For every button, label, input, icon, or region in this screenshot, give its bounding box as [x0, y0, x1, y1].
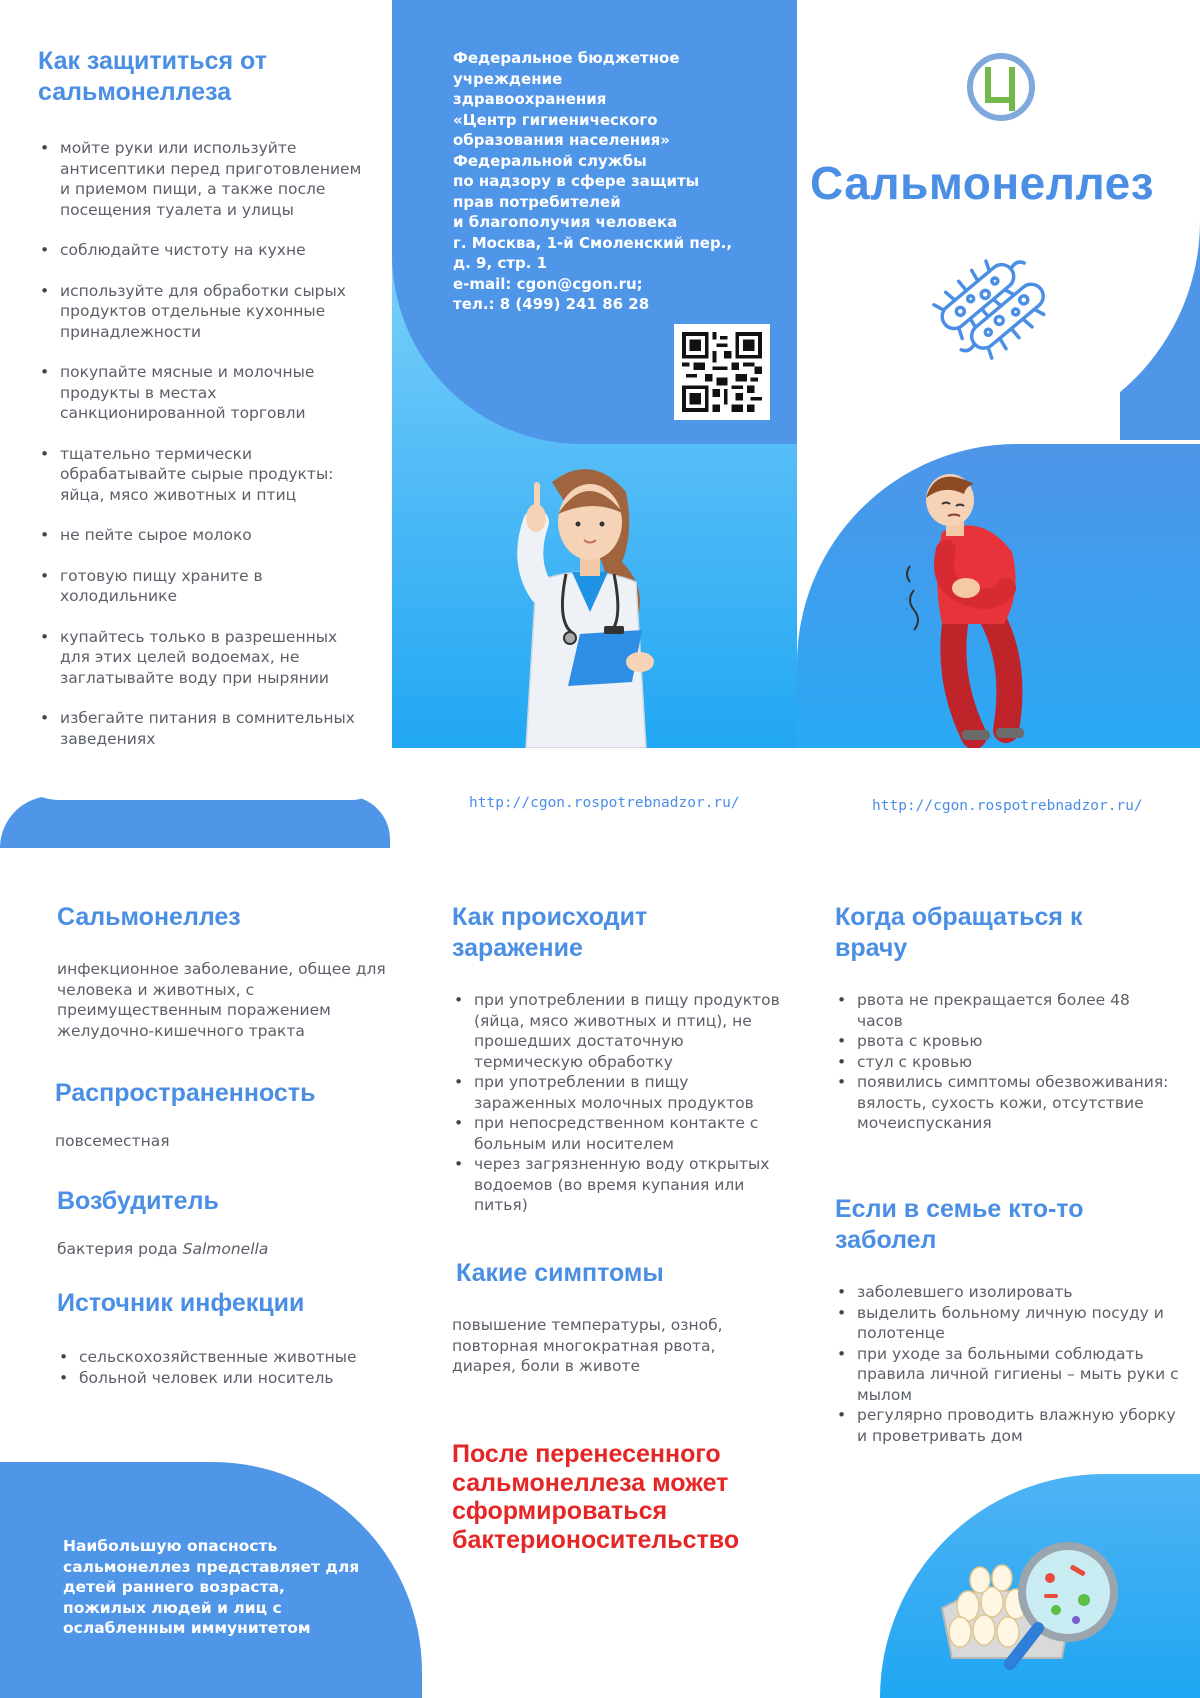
protect-title: Как защититься от сальмонеллеза: [38, 47, 267, 106]
symptoms-section: [452, 1258, 772, 1377]
protect-section: [38, 46, 368, 769]
list-item: • через загрязненную воду открытых водоемов (во время купания или питья): [452, 1154, 792, 1216]
qr-code-icon: [682, 332, 762, 412]
list-item: • при уходе за больными соблюдать правила личной гигиены – мыть руки с мылом: [835, 1344, 1185, 1406]
doctor-list: [835, 990, 1175, 1134]
infection-title: Как происходит заражение: [452, 903, 648, 962]
list-item: • соблюдайте чистоту на кухне: [38, 240, 368, 261]
list-item: • не пейте сырое молоко: [38, 525, 368, 546]
about-section: [57, 902, 387, 1041]
symptoms-title: Какие симптомы: [456, 1259, 664, 1287]
bacteria-illustration: [920, 240, 1050, 370]
source-title: Источник инфекции: [57, 1289, 305, 1317]
logo-icon: [966, 52, 1036, 122]
org-line: e-mail: cgon@cgon.ru;: [453, 274, 643, 293]
source-list: [57, 1347, 397, 1388]
symptoms-text: повышение температуры, озноб, повторная многократная рвота, диарея, боли в животе: [452, 1316, 723, 1375]
source-section: [57, 1288, 397, 1388]
org-line: учреждение: [453, 69, 563, 88]
about-title: Сальмонеллез: [57, 903, 241, 931]
list-item: • тщательно термически обрабатывайте сырые продукты: яйца, мясо животных и птиц: [38, 444, 368, 506]
list-item: • выделить больному личную посуду и полотенце: [835, 1303, 1185, 1344]
org-line: здравоохранения: [453, 90, 607, 108]
left-blue-wave: [0, 796, 390, 848]
prevalence-title: Распространенность: [55, 1079, 316, 1107]
sick-person-icon: [906, 470, 1056, 748]
org-line: прав потребителей: [453, 192, 621, 211]
risk-note: Наибольшую опасность сальмонеллез представляет для детей раннего возраста, пожилых людей и лиц с ослабленным иммунитетом: [63, 1537, 360, 1637]
infection-section: [452, 902, 792, 1216]
family-list: [835, 1282, 1185, 1446]
doctor-title: Когда обращаться к врачу: [835, 903, 1083, 962]
center-logo: [966, 52, 1036, 122]
list-item: • появились симптомы обезвоживания: вялость, сухость кожи, отсутствие мочеиспускания: [835, 1072, 1175, 1134]
org-line: Федеральной службы: [453, 151, 647, 170]
cover-title: Сальмонеллез: [810, 157, 1155, 209]
eggs-magnifier-illustration: [940, 1528, 1140, 1678]
org-line: «Центр гигиенического: [453, 110, 658, 129]
protect-list: [38, 138, 368, 749]
family-section: [835, 1194, 1185, 1446]
prevalence-section: [55, 1078, 395, 1152]
qr-code[interactable]: [674, 324, 770, 420]
list-item: • стул с кровью: [835, 1052, 1175, 1073]
pathogen-text-prefix: бактерия рода: [57, 1240, 183, 1258]
list-item: • рвота не прекращается более 48 часов: [835, 990, 1175, 1031]
list-item: • больной человек или носитель: [57, 1368, 397, 1389]
doctor-icon: [500, 462, 680, 748]
org-line: д. 9, стр. 1: [453, 254, 548, 272]
eggs-magnifier-icon: [940, 1528, 1140, 1678]
org-line: г. Москва, 1-й Смоленский пер.,: [453, 233, 733, 252]
infection-list: [452, 990, 792, 1216]
website-link-right[interactable]: http://cgon.rospotrebnadzor.ru/: [872, 798, 1143, 814]
pathogen-genus: Salmonella: [182, 1240, 269, 1258]
family-title: Если в семье кто-то заболел: [835, 1195, 1084, 1254]
doctor-illustration: [500, 462, 680, 748]
list-item: • готовую пищу храните в холодильнике: [38, 566, 368, 607]
sick-person-illustration: [906, 470, 1056, 748]
carrier-warning: После перенесенного сальмонеллеза может сформироваться бактерионосительство: [452, 1440, 740, 1554]
org-line: тел.: 8 (499) 241 86 28: [453, 295, 650, 313]
list-item: • регулярно проводить влажную уборку и проветривать дом: [835, 1405, 1185, 1446]
list-item: • мойте руки или используйте антисептики перед приготовлением и приемом пищи, а также после посещения туалета и улицы: [38, 138, 368, 220]
about-text: инфекционное заболевание, общее для человека и животных, с преимущественным поражением желудочно-кишечного тракта: [57, 960, 386, 1040]
pathogen-section: [57, 1186, 387, 1260]
list-item: • при употреблении в пищу продуктов (яйца, мясо животных и птиц), не прошедших достаточную термическую обработку: [452, 990, 792, 1072]
org-line: образования населения»: [453, 131, 670, 149]
list-item: • используйте для обработки сырых продуктов отдельные кухонные принадлежности: [38, 281, 368, 343]
org-line: и благополучия человека: [453, 213, 678, 231]
doctor-section: [835, 902, 1175, 1134]
pathogen-text: [57, 1239, 387, 1260]
list-item: • покупайте мясные и молочные продукты в местах санкционированной торговли: [38, 362, 368, 424]
list-item: • при непосредственном контакте с больным или носителем: [452, 1113, 792, 1154]
list-item: • купайтесь только в разрешенных для этих целей водоемах, не заглатывайте воду при нырянии: [38, 627, 368, 689]
prevalence-text: повсеместная: [55, 1132, 170, 1150]
pathogen-title: Возбудитель: [57, 1187, 219, 1215]
list-item: • рвота с кровью: [835, 1031, 1175, 1052]
org-line: по надзору в сфере защиты: [453, 172, 700, 190]
bacteria-icon: [920, 240, 1050, 370]
organization-info: [453, 48, 783, 315]
website-link-middle[interactable]: http://cgon.rospotrebnadzor.ru/: [469, 795, 740, 811]
list-item: • избегайте питания в сомнительных заведениях: [38, 708, 368, 749]
list-item: • сельскохозяйственные животные: [57, 1347, 397, 1368]
org-line: Федеральное бюджетное: [453, 49, 680, 67]
list-item: • при употреблении в пищу зараженных молочных продуктов: [452, 1072, 792, 1113]
list-item: • заболевшего изолировать: [835, 1282, 1185, 1303]
